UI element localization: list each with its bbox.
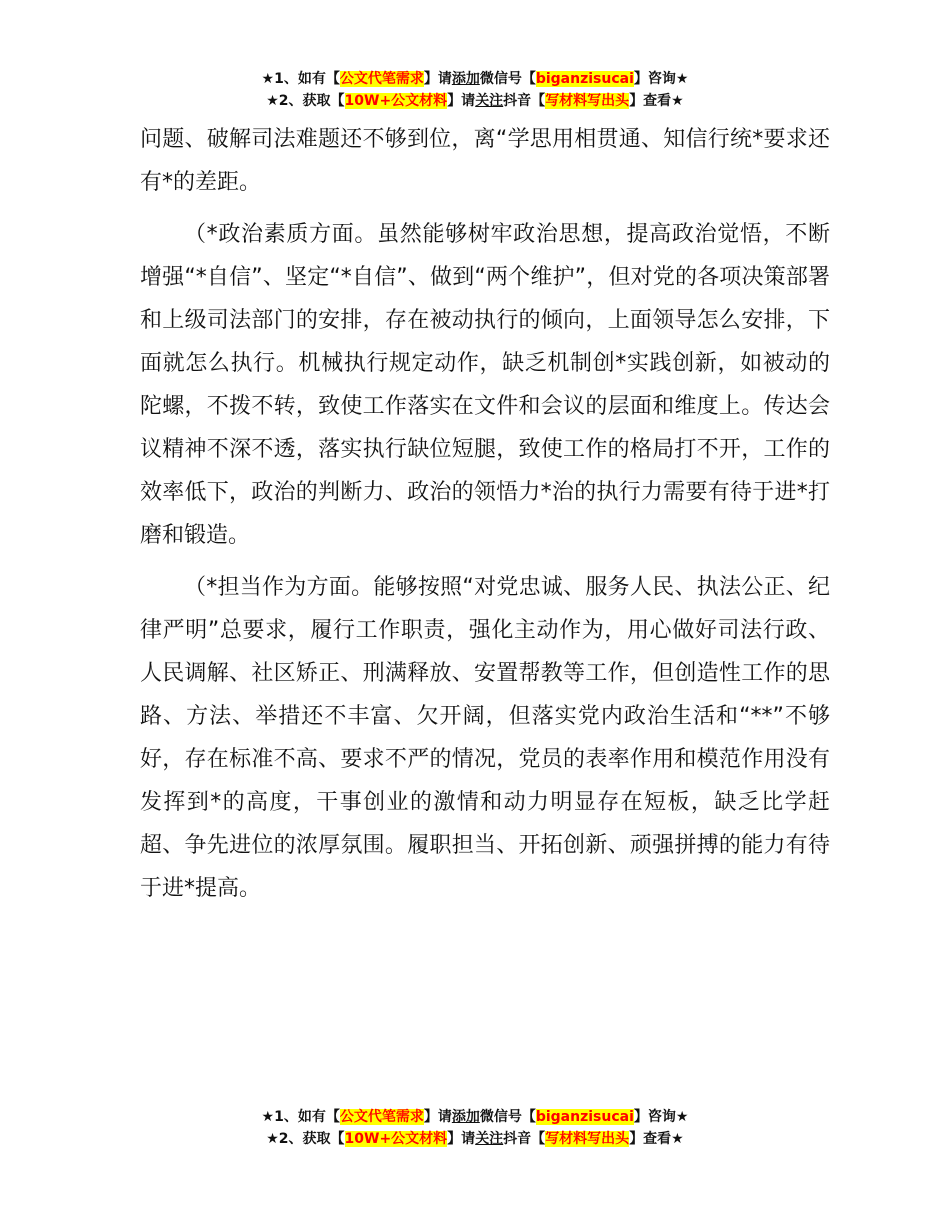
footer-banner <box>0 1106 950 1150</box>
banner-line-1: ★1、如有【公文代笔需求】请添加微信号【biganzisucai】咨询★ <box>261 1109 689 1125</box>
paragraph-responsibility: （*担当作为方面。能够按照“对党忠诚、服务人民、执法公正、纪律严明”总要求，履行工作职责，强化主动作为，用心做好司法行政、人民调解、社区矫正、刑满释放、安置帮教等工作，但创造性工作的思路、方法、举措还不丰富、欠开阔，但落实党内政治生活和“**”不够好，存在标准不高、要求不严的情况，党员的表率作用和模范作用没有发挥到*的高度，干事创业的激情和动力明显存在短板，缺乏比学赶超、争先进位的浓厚氛围。履职担当、开拓创新、顽强拼搏的能力有待于进*提高。 <box>140 575 830 901</box>
document-body <box>140 118 830 919</box>
highlight-materials: 10W+公文材料 <box>344 93 448 109</box>
paragraph-continuation: 问题、破解司法难题还不够到位，离“学思用相贯通、知信行统*要求还有*的差距。 <box>140 127 830 195</box>
highlight-wechat-id: biganzisucai <box>535 1109 634 1125</box>
banner-line-1: ★1、如有【公文代笔需求】请添加微信号【biganzisucai】咨询★ <box>261 71 689 87</box>
highlight-service: 公文代笔需求 <box>339 71 424 87</box>
highlight-service: 公文代笔需求 <box>339 1109 424 1125</box>
paragraph-political-quality: （*政治素质方面。虽然能够树牢政治思想，提高政治觉悟，不断增强“*自信”、坚定“*自信”、做到“两个维护”，但对党的各项决策部署和上级司法部门的安排，存在被动执行的倾向，上面领导怎么安排，下面就怎么执行。机械执行规定动作，缺乏机制创*实践创新，如被动的陀螺，不拨不转，致使工作落实在文件和会议的层面和维度上。传达会议精神不深不透，落实执行缺位短腿，致使工作的格局打不开，工作的效率低下，政治的判断力、政治的领悟力*治的执行力需要有待于进*打磨和锻造。 <box>140 222 830 548</box>
highlight-materials: 10W+公文材料 <box>344 1131 448 1147</box>
header-banner <box>0 68 950 112</box>
highlight-douyin: 写材料写出头 <box>545 1131 630 1147</box>
highlight-douyin: 写材料写出头 <box>545 93 630 109</box>
banner-line-2: ★2、获取【10W+公文材料】请关注抖音【写材料写出头】查看★ <box>266 1131 684 1147</box>
banner-line-2: ★2、获取【10W+公文材料】请关注抖音【写材料写出头】查看★ <box>266 93 684 109</box>
highlight-wechat-id: biganzisucai <box>535 71 634 87</box>
